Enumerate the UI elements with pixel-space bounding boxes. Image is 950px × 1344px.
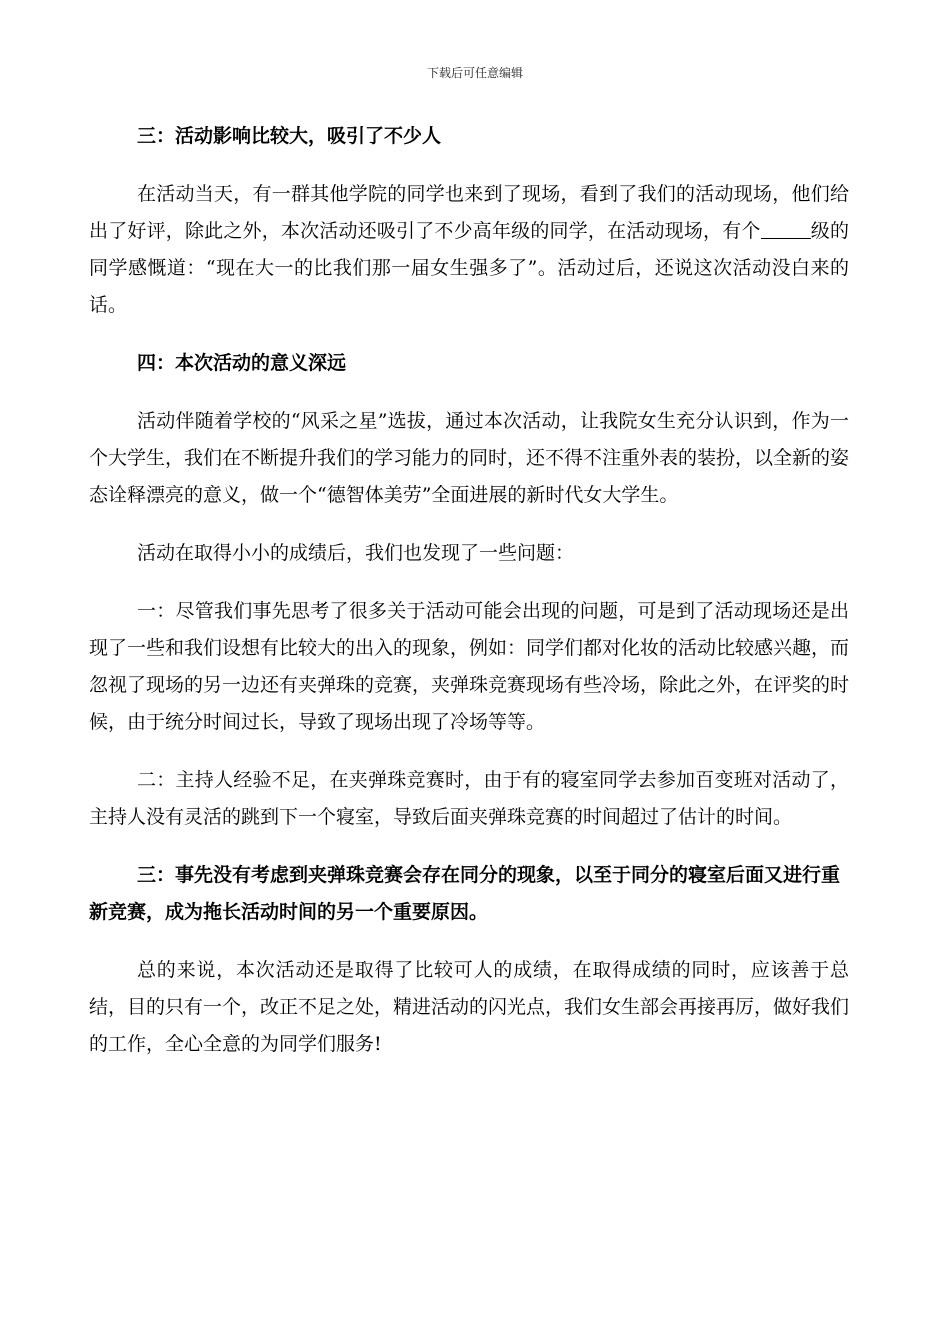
section-heading-3: 三：活动影响比较大，吸引了不少人 (137, 125, 442, 147)
section-heading-4: 四：本次活动的意义深远 (137, 352, 347, 374)
document-body (89, 118, 849, 1084)
paragraph-problems-intro: 活动在取得小小的成绩后，我们也发现了一些问题： (137, 542, 575, 564)
paragraph-problem-1: 一：尽管我们事先思考了很多关于活动可能会出现的问题，可是到了活动现场还是出现了一些和我们设想有比较大的出入的现象，例如：同学们都对化妆的活动比较感兴趣，而忽视了现场的另一边还有夹弹珠的竞赛，夹弹珠竞赛现场有些冷场，除此之外，在评奖的时候，由于统分时间过长，导致了现场出现了冷场等等。 (89, 600, 850, 733)
paragraph-impact-text-a: 在活动当天，有一群其他学院的同学也来到了现场，看到了我们的活动现场，他们给出了好评，除此之外，本次活动还吸引了不少高年级的同学，在活动现场，有个 (89, 183, 849, 242)
blank-line (761, 220, 811, 239)
paragraph-significance: 活动伴随着学校的“风采之星”选拔，通过本次活动，让我院女生充分认识到，作为一个大学生，我们在不断提升我们的学习能力的同时，还不得不注重外表的装扮，以全新的姿态诠释漂亮的意义，做一个“德智体美劳”全面进展的新时代女大学生。 (89, 410, 850, 506)
page-header: 下载后可任意编辑 (426, 66, 523, 80)
paragraph-summary: 总的来说，本次活动还是取得了比较可人的成绩，在取得成绩的同时，应该善于总结，目的只有一个，改正不足之处，精进活动的闪光点，我们女生部会再接再厉，做好我们的工作，全心全意的为同学们服务! (89, 959, 850, 1055)
paragraph-impact-text-b: 级的同学感慨道：“现在大一的比我们那一届女生强多了”。活动过后，还说这次活动没白来的话。 (89, 220, 849, 316)
paragraph-problem-2: 二：主持人经验不足，在夹弹珠竞赛时，由于有的寝室同学去参加百变班对活动了，主持人没有灵活的跳到下一个寝室，导致后面夹弹珠竞赛的时间超过了估计的时间。 (89, 769, 849, 828)
paragraph-impact (89, 176, 849, 324)
paragraph-problem-3: 三：事先没有考虑到夹弹珠竞赛会存在同分的现象，以至于同分的寝室后面又进行重新竞赛，成为拖长活动时间的另一个重要原因。 (89, 864, 841, 923)
